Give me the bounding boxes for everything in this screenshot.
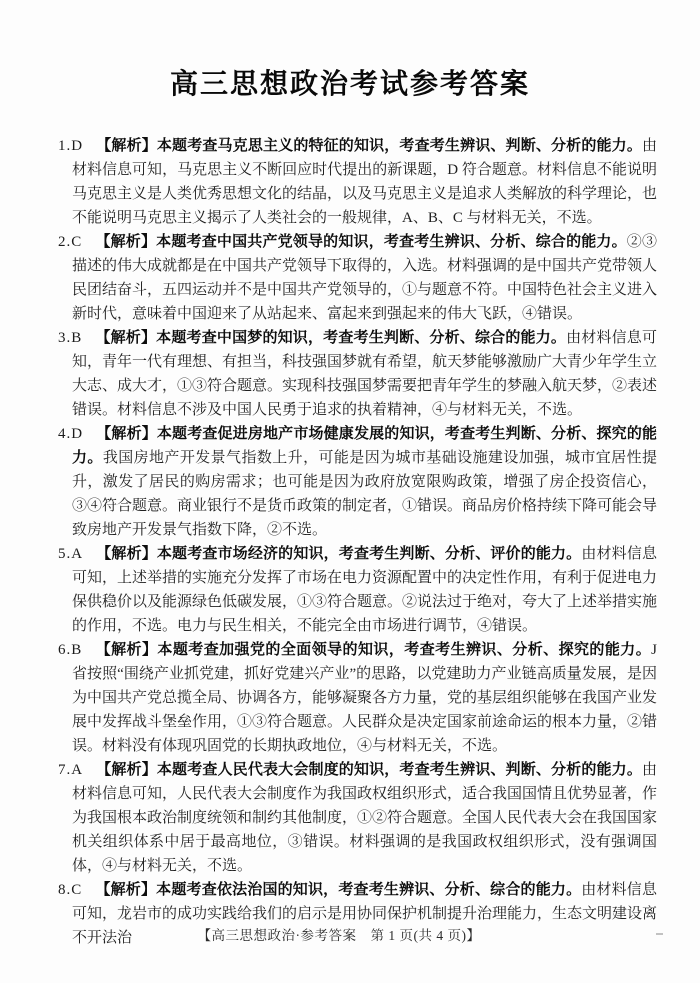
answer-explanation: 由材料信息可知，青年一代有理想、有担当，科技强国梦就有希望，航天梦能够激励广大青少年学生立大志、成大才，①③符合题意。实现科技强国梦需要把青年学生的梦融入航天梦，②表述错误。材料信息不涉及中国人民勇于追求的执着精神，④与材料无关，不选。 <box>72 330 658 418</box>
answer-item-6 <box>58 638 658 758</box>
answer-analysis-lead: 【解析】本题考查加强党的全面领导的知识，考查考生辨识、分析、探究的能力。 <box>95 641 652 658</box>
page-title: 高三思想政治考试参考答案 <box>169 68 530 99</box>
answers-list <box>0 134 700 950</box>
answer-explanation: 由材料信息可知，人民代表大会制度作为我国政权组织形式，适合我国国情且优势显著，作为我国根本政治制度统领和制约其他制度，①②符合题意。全国人民代表大会在我国国家机关组织体系中居于最高地位，③错误。材料强调的是我国政权组织形式，没有强调国体，④与材料无关，不选。 <box>72 762 658 874</box>
answer-number: 3.B <box>58 330 83 346</box>
scan-artifact-mark <box>656 933 663 935</box>
answer-analysis-lead: 【解析】本题考查市场经济的知识，考查考生判断、分析、评价的能力。 <box>96 545 582 562</box>
answer-item-3 <box>58 326 658 422</box>
answer-explanation: 我国房地产开发景气指数上升，可能是因为城市基础设施建设加强，城市宜居性提升，激发了居民的购房需求；也可能是因为政府放宽限购政策，增强了房企投资信心，③④符合题意。商业银行不是货币政策的制定者，①错误。商品房价格持续下降可能会导致房地产开发景气指数下降，②不选。 <box>72 450 658 538</box>
answer-analysis-lead: 【解析】本题考查马克思主义的特征的知识，考查考生辨识、判断、分析的能力。 <box>96 137 642 154</box>
answer-number: 7.A <box>58 762 84 778</box>
answer-analysis-lead: 【解析】本题考查依法治国的知识，考查考生辨识、分析、综合的能力。 <box>95 881 582 898</box>
page-footer-text: 【高三思想政治·参考答案 第 1 页(共 4 页)】 <box>197 928 481 943</box>
answer-analysis-lead: 【解析】本题考查中国梦的知识，考查考生判断、分析、综合的能力。 <box>95 329 567 346</box>
answer-item-5 <box>58 542 658 638</box>
answer-analysis-lead: 【解析】本题考查促进房地产市场健康发展的知识，考查考生判断、分析、探究的能力。 <box>72 425 657 466</box>
answer-number: 1.D <box>58 138 84 154</box>
answer-item-1 <box>58 134 658 230</box>
answer-explanation: 由材料信息可知，马克思主义不断回应时代提出的新课题，D 符合题意。材料信息不能说明马克思主义是人类优秀思想文化的结晶，以及马克思主义是追求人类解放的科学理论，也不能说明马克思主义揭示了人类社会的一般规律，A、B、C 与材料无关，不选。 <box>72 138 658 226</box>
answer-explanation: ②③描述的伟大成就都是在中国共产党领导下取得的，入选。材料强调的是中国共产党带领人民团结奋斗，五四运动并不是中国共产党领导的，①与题意不符。中国特色社会主义进入新时代，意味着中国迎来了从站起来、富起来到强起来的伟大飞跃，④错误。 <box>72 234 658 322</box>
answer-number: 8.C <box>58 882 83 898</box>
answer-explanation: 由材料信息可知，龙岩市的成功实践给我们的启示是用协同保护机制提升治理能力，生态文明建设离不开法治 <box>72 882 658 946</box>
answer-item-7 <box>58 758 658 878</box>
answer-item-4 <box>58 422 658 542</box>
answer-explanation: 由材料信息可知，上述举措的实施充分发挥了市场在电力资源配置中的决定性作用，有利于促进电力保供稳价以及能源绿色低碳发展，①③符合题意。②说法过于绝对，夸大了上述举措实施的作用，不选。电力与民生相关，不能完全由市场进行调节，④错误。 <box>72 546 658 634</box>
page-footer <box>0 924 700 944</box>
answer-number: 5.A <box>58 546 84 562</box>
answer-analysis-lead: 【解析】本题考查中国共产党领导的知识，考查考生辨识、分析、综合的能力。 <box>95 233 627 250</box>
answer-number: 2.C <box>58 234 83 250</box>
answer-analysis-lead: 【解析】本题考查人民代表大会制度的知识，考查考生辨识、判断、分析的能力。 <box>96 761 642 778</box>
answer-explanation: J 省按照“围绕产业抓党建，抓好党建兴产业”的思路，以党建助力产业链高质量发展，是因为中国共产党总揽全局、协调各方，能够凝聚各方力量，党的基层组织能够在我国产业发展中发挥战斗堡垒作用，①③符合题意。人民群众是决定国家前途命运的根本力量，②错误。材料没有体现巩固党的长期执政地位，④与材料无关，不选。 <box>72 642 658 754</box>
answer-item-2 <box>58 230 658 326</box>
answer-number: 4.D <box>58 426 84 442</box>
answer-number: 6.B <box>58 642 83 658</box>
